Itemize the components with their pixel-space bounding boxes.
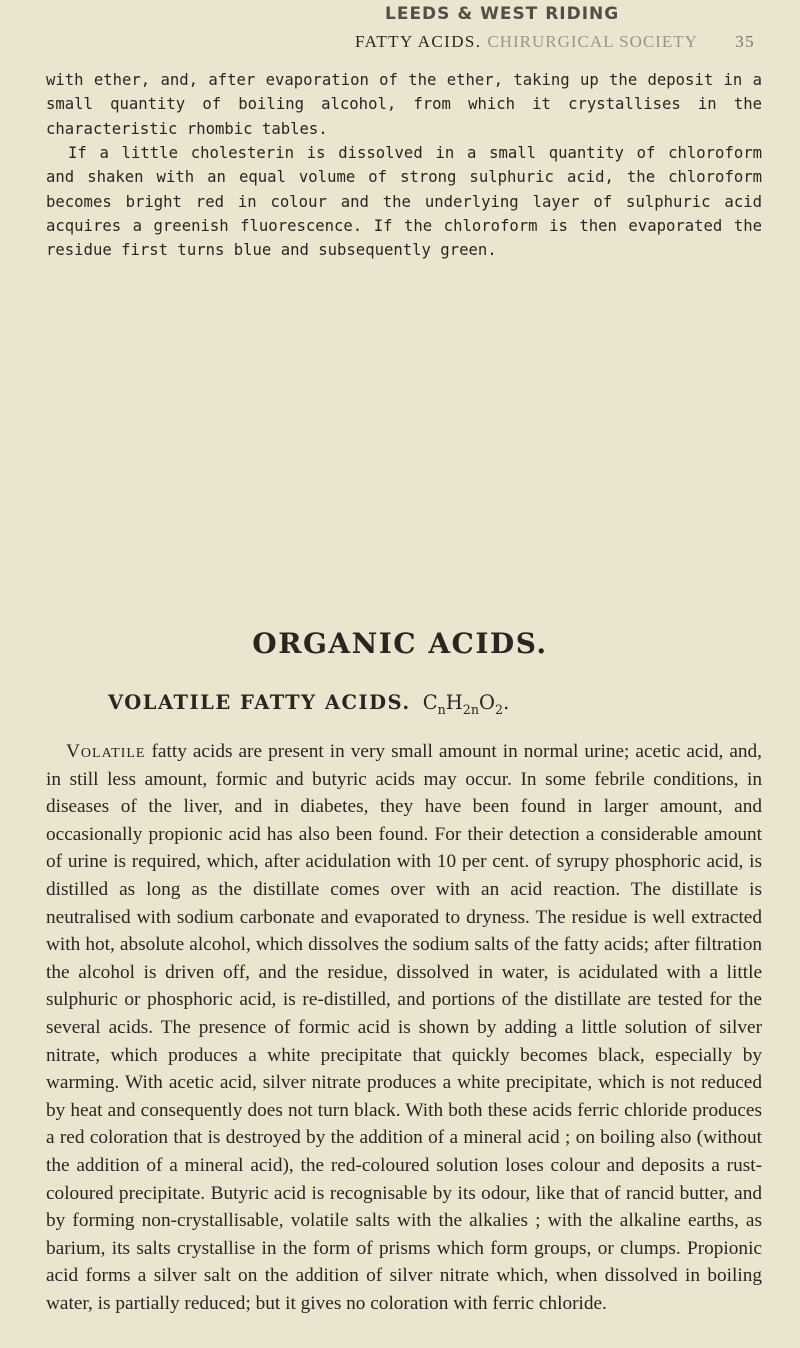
library-stamp: LEEDS & WEST RIDING bbox=[385, 4, 620, 24]
section-heading: ORGANIC ACIDS. bbox=[252, 627, 548, 660]
body-paragraph bbox=[46, 738, 762, 1317]
subsection-title: VOLATILE FATTY ACIDS. bbox=[108, 691, 411, 714]
intro-paragraph-1: with ether, and, after evaporation of the ether, taking up the deposit in a small quantity of boiling alcohol, from which it crystallises in the characteristic rhombic tables. bbox=[46, 71, 762, 138]
lead-word: Volatile bbox=[66, 741, 146, 762]
intro-paragraph-2: If a little cholesterin is dissolved in a small quantity of chloroform and shaken with an equal volume of strong sulphuric acid, the chloroform becomes bright red in colour and the underlying layer of sulphuric acid acquires a greenish fluorescence. If the chloroform is then evaporated the residue first turns blue and subsequently green. bbox=[46, 144, 762, 260]
show-through-text: CHIRURGICAL SOCIETY bbox=[487, 32, 698, 51]
body-text: fatty acids are present in very small amount in normal urine; acetic acid, and, in still less amount, formic and butyric acids may occur. In some febrile conditions, in diseases of the liver, and in diabetes, they have been found in larger amount, and occasionally propionic acid has also been found. For their detection a considerable amount of urine is required, which, after acidulation with 10 per cent. of syrupy phosphoric acid, is distilled as long as the distillate comes over with an acid reaction. The distillate is neutralised with sodium carbonate and evaporated to dryness. The residue is well extracted with hot, absolute alcohol, which dissolves the sodium salts of the fatty acids; after filtration the alcohol is driven off, and the residue, dissolved in water, is acidulated with a little sulphuric or phosphoric acid, is re-distilled, and portions of the distillate are tested for the several acids. The presence of formic acid is shown by adding a little solution of silver nitrate, which produces a white precipitate that quickly becomes black, especially by warming. With acetic acid, silver nitrate produces a white precipitate, which is not reduced by heat and consequently does not turn black. With both these acids ferric chloride produces a red coloration that is destroyed by the addition of a mineral acid ; on boiling also (without the addition of a mineral acid), the red-coloured solution loses colour and deposits a rust-coloured precipitate. Butyric acid is recognisable by its odour, like that of rancid butter, and by forming non-crystallisable, volatile salts with the alkalies ; with the alkaline earths, as barium, its salts crystallise in the form of prisms which form groups, or clumps. Propionic acid forms a silver salt on the addition of silver nitrate which, when dissolved in boiling water, is partially reduced; but it gives no coloration with ferric chloride. bbox=[46, 741, 762, 1314]
running-head bbox=[355, 32, 755, 52]
page-number: 35 bbox=[735, 32, 755, 51]
subsection-heading bbox=[108, 691, 510, 717]
running-head-title: FATTY ACIDS. bbox=[355, 32, 482, 51]
chemical-formula: $C_nH_{2n}O_2$. bbox=[422, 691, 510, 717]
